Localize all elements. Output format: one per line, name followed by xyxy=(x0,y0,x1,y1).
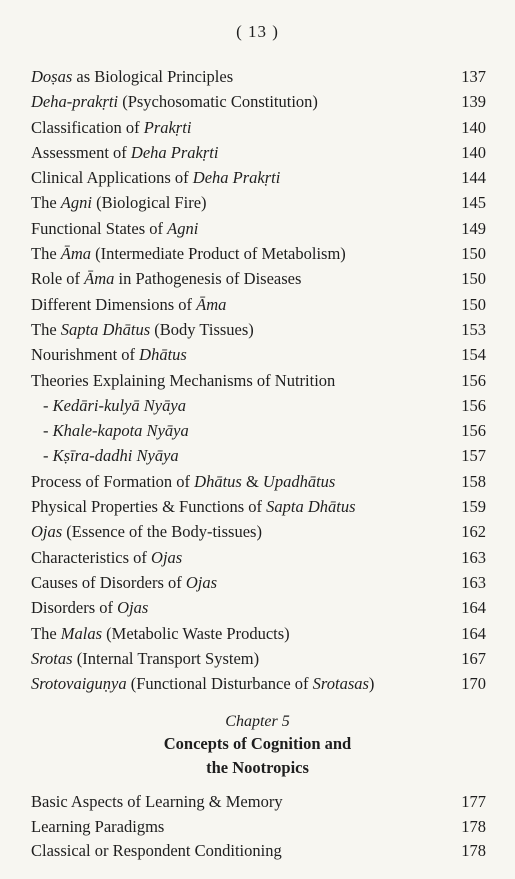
toc-entry-page: 150 xyxy=(461,244,486,264)
title-text: & xyxy=(241,471,263,491)
italic-term: Agni xyxy=(60,193,92,213)
toc-entry-page: 137 xyxy=(461,67,486,86)
toc-entry-title xyxy=(43,393,186,418)
toc-entry-title xyxy=(31,790,283,815)
toc-entry-title xyxy=(31,646,259,671)
toc-subentry xyxy=(31,443,486,468)
italic-term: Ojas xyxy=(117,598,149,618)
italic-term: Agni xyxy=(167,218,199,238)
toc-entry xyxy=(31,89,486,114)
title-text: Nourishment of xyxy=(31,345,140,365)
italic-term: Āma xyxy=(196,294,227,314)
title-text: (Intermediate Product of Metabolism) xyxy=(91,244,346,264)
italic-term: - Kedāri-kulyā Nyāya xyxy=(43,395,186,415)
title-text: The xyxy=(31,193,61,213)
toc-entry-page: 156 xyxy=(461,395,486,415)
italic-term: Srotovaiguṇya xyxy=(31,674,127,694)
toc-entry-page: 150 xyxy=(461,269,486,289)
title-text: Classification of xyxy=(31,117,144,137)
toc-entry-title xyxy=(31,519,262,544)
toc-entry-page: 144 xyxy=(461,168,486,188)
title-text: The xyxy=(31,244,61,264)
toc-entry-title xyxy=(31,266,301,291)
toc-entry xyxy=(31,190,486,215)
toc-entry xyxy=(31,216,486,241)
italic-term: - Khale-kapota Nyāya xyxy=(43,421,189,441)
toc-entry xyxy=(31,469,486,494)
toc-subentry xyxy=(31,393,486,418)
italic-term: Deha Prakṛti xyxy=(192,168,281,188)
toc-entry-title xyxy=(31,216,198,241)
italic-term: Doṣas xyxy=(31,67,73,86)
toc-entry-page: 149 xyxy=(461,218,486,238)
toc-entry-page: 140 xyxy=(461,117,486,137)
title-text: (Essence of the Body-tissues) xyxy=(62,522,262,542)
toc-entry xyxy=(31,115,486,140)
title-text: Different Dimensions of xyxy=(31,294,197,314)
toc-entry-page: 167 xyxy=(461,648,486,668)
toc-entry xyxy=(31,64,486,89)
italic-term: Upadhātus xyxy=(262,471,336,491)
toc-entry-title xyxy=(31,494,356,519)
italic-term: Ojas xyxy=(31,522,63,542)
toc-entry xyxy=(31,671,486,696)
toc-entry-title xyxy=(31,545,182,570)
toc-entry xyxy=(31,790,486,815)
title-text: Role of xyxy=(31,269,85,289)
page-number: ( 13 ) xyxy=(236,22,279,41)
toc-entry xyxy=(31,140,486,165)
toc-entry-page: 158 xyxy=(461,471,486,491)
toc-entry-page: 162 xyxy=(461,522,486,542)
title-text: Functional States of xyxy=(31,218,168,238)
title-text: (Psychosomatic Constitution) xyxy=(118,92,318,112)
toc-entry-page: 163 xyxy=(461,547,486,567)
title-text: (Body Tissues) xyxy=(150,319,254,339)
title-text: Causes of Disorders of xyxy=(31,572,186,592)
chapter-title-line-2: the Nootropics xyxy=(206,758,309,777)
title-text: (Biological Fire) xyxy=(91,193,207,213)
italic-term: Sapta Dhātus xyxy=(266,497,356,517)
toc-entry-title xyxy=(31,190,207,215)
italic-term: Ojas xyxy=(185,572,218,592)
toc-entry-title xyxy=(31,469,335,494)
italic-term: Dhātus xyxy=(139,345,187,365)
toc-entry-page: 156 xyxy=(461,421,486,441)
toc-entry-title xyxy=(31,342,187,367)
italic-term: Deha-prakṛti xyxy=(31,92,119,112)
title-text: Basic Aspects of Learning & Memory xyxy=(31,792,283,811)
title-text: (Metabolic Waste Products) xyxy=(102,623,290,643)
toc-entry xyxy=(31,317,486,342)
title-text: Learning Paradigms xyxy=(31,816,165,836)
toc-entry-title xyxy=(31,64,233,89)
toc-entry-page: 140 xyxy=(461,142,486,162)
toc-entry-page: 153 xyxy=(461,319,486,339)
toc-entry-page: 145 xyxy=(461,193,486,213)
toc-entry xyxy=(31,621,486,646)
title-text: Classical or Respondent Conditioning xyxy=(31,841,282,860)
toc-entry xyxy=(31,595,486,620)
italic-term: Malas xyxy=(60,623,103,643)
title-text: as Biological Principles xyxy=(72,67,234,86)
toc-subentry xyxy=(31,418,486,443)
toc-entry-title xyxy=(31,368,335,393)
toc-entry xyxy=(31,241,486,266)
title-text: Characteristics of xyxy=(31,547,152,567)
toc-entry-title xyxy=(31,621,290,646)
toc-entry-title xyxy=(43,418,189,443)
toc-entry-page: 154 xyxy=(461,345,486,365)
title-text: Process of Formation of xyxy=(31,471,195,491)
toc-entry-page: 159 xyxy=(461,497,486,517)
title-text: (Functional Disturbance of xyxy=(126,674,313,694)
toc-list-chapter-5 xyxy=(31,790,486,864)
toc-list xyxy=(31,64,486,696)
chapter-label: Chapter 5 xyxy=(225,713,290,730)
title-text: Theories Explaining Mechanisms of Nutrition xyxy=(31,370,336,390)
title-text: Physical Properties & Functions of xyxy=(31,497,267,517)
toc-entry-page: 177 xyxy=(461,792,486,811)
toc-entry-page: 178 xyxy=(461,816,486,836)
toc-entry-title xyxy=(31,839,282,864)
toc-entry-title xyxy=(31,165,280,190)
title-text: Assessment of xyxy=(31,142,131,162)
italic-term: Dhātus xyxy=(194,471,242,491)
toc-entry-title xyxy=(31,89,318,114)
toc-entry-page: 157 xyxy=(461,446,486,466)
toc-entry xyxy=(31,292,486,317)
toc-entry xyxy=(31,165,486,190)
toc-entry-title xyxy=(31,671,374,696)
italic-term: Āma xyxy=(84,269,115,289)
toc-entry xyxy=(31,368,486,393)
toc-entry-page: 156 xyxy=(461,370,486,390)
toc-entry-title xyxy=(43,443,179,468)
italic-term: Sapta Dhātus xyxy=(60,319,151,339)
toc-entry-page: 164 xyxy=(461,623,486,643)
toc-entry xyxy=(31,494,486,519)
title-text: ) xyxy=(368,674,375,694)
toc-entry-title xyxy=(31,292,226,317)
chapter-title-line-1: Concepts of Cognition and xyxy=(163,734,352,753)
toc-entry-page: 170 xyxy=(461,674,486,694)
title-text: The xyxy=(31,319,61,339)
italic-term: Deha Prakṛti xyxy=(130,142,219,162)
italic-term: Āma xyxy=(60,244,92,264)
toc-entry-page: 178 xyxy=(461,841,486,860)
toc-entry xyxy=(31,266,486,291)
toc-entry-page: 164 xyxy=(461,598,486,618)
toc-entry xyxy=(31,342,486,367)
italic-term: Prakṛti xyxy=(143,117,192,137)
toc-entry xyxy=(31,815,486,840)
italic-term: Ojas xyxy=(151,547,183,567)
toc-entry-title xyxy=(31,595,148,620)
italic-term: - Kṣīra-dadhi Nyāya xyxy=(43,446,179,466)
toc-entry-title xyxy=(31,815,164,840)
title-text: in Pathogenesis of Diseases xyxy=(114,269,302,289)
title-text: Clinical Applications of xyxy=(31,168,193,188)
toc-entry-title xyxy=(31,317,254,342)
toc-entry-page: 150 xyxy=(461,294,486,314)
toc-entry-title xyxy=(31,140,218,165)
toc-entry-title xyxy=(31,570,217,595)
toc-entry xyxy=(31,570,486,595)
toc-entry xyxy=(31,519,486,544)
title-text: Disorders of xyxy=(31,598,118,618)
toc-entry xyxy=(31,646,486,671)
italic-term: Srotasas xyxy=(312,674,369,694)
chapter-heading xyxy=(0,712,515,780)
toc-entry-title xyxy=(31,115,191,140)
title-text: The xyxy=(31,623,61,643)
toc-entry xyxy=(31,839,486,864)
title-text: (Internal Transport System) xyxy=(72,648,260,668)
toc-entry xyxy=(31,545,486,570)
italic-term: Srotas xyxy=(31,648,73,668)
toc-entry-title xyxy=(31,241,346,266)
toc-entry-page: 163 xyxy=(461,572,486,592)
toc-entry-page: 139 xyxy=(461,92,486,112)
